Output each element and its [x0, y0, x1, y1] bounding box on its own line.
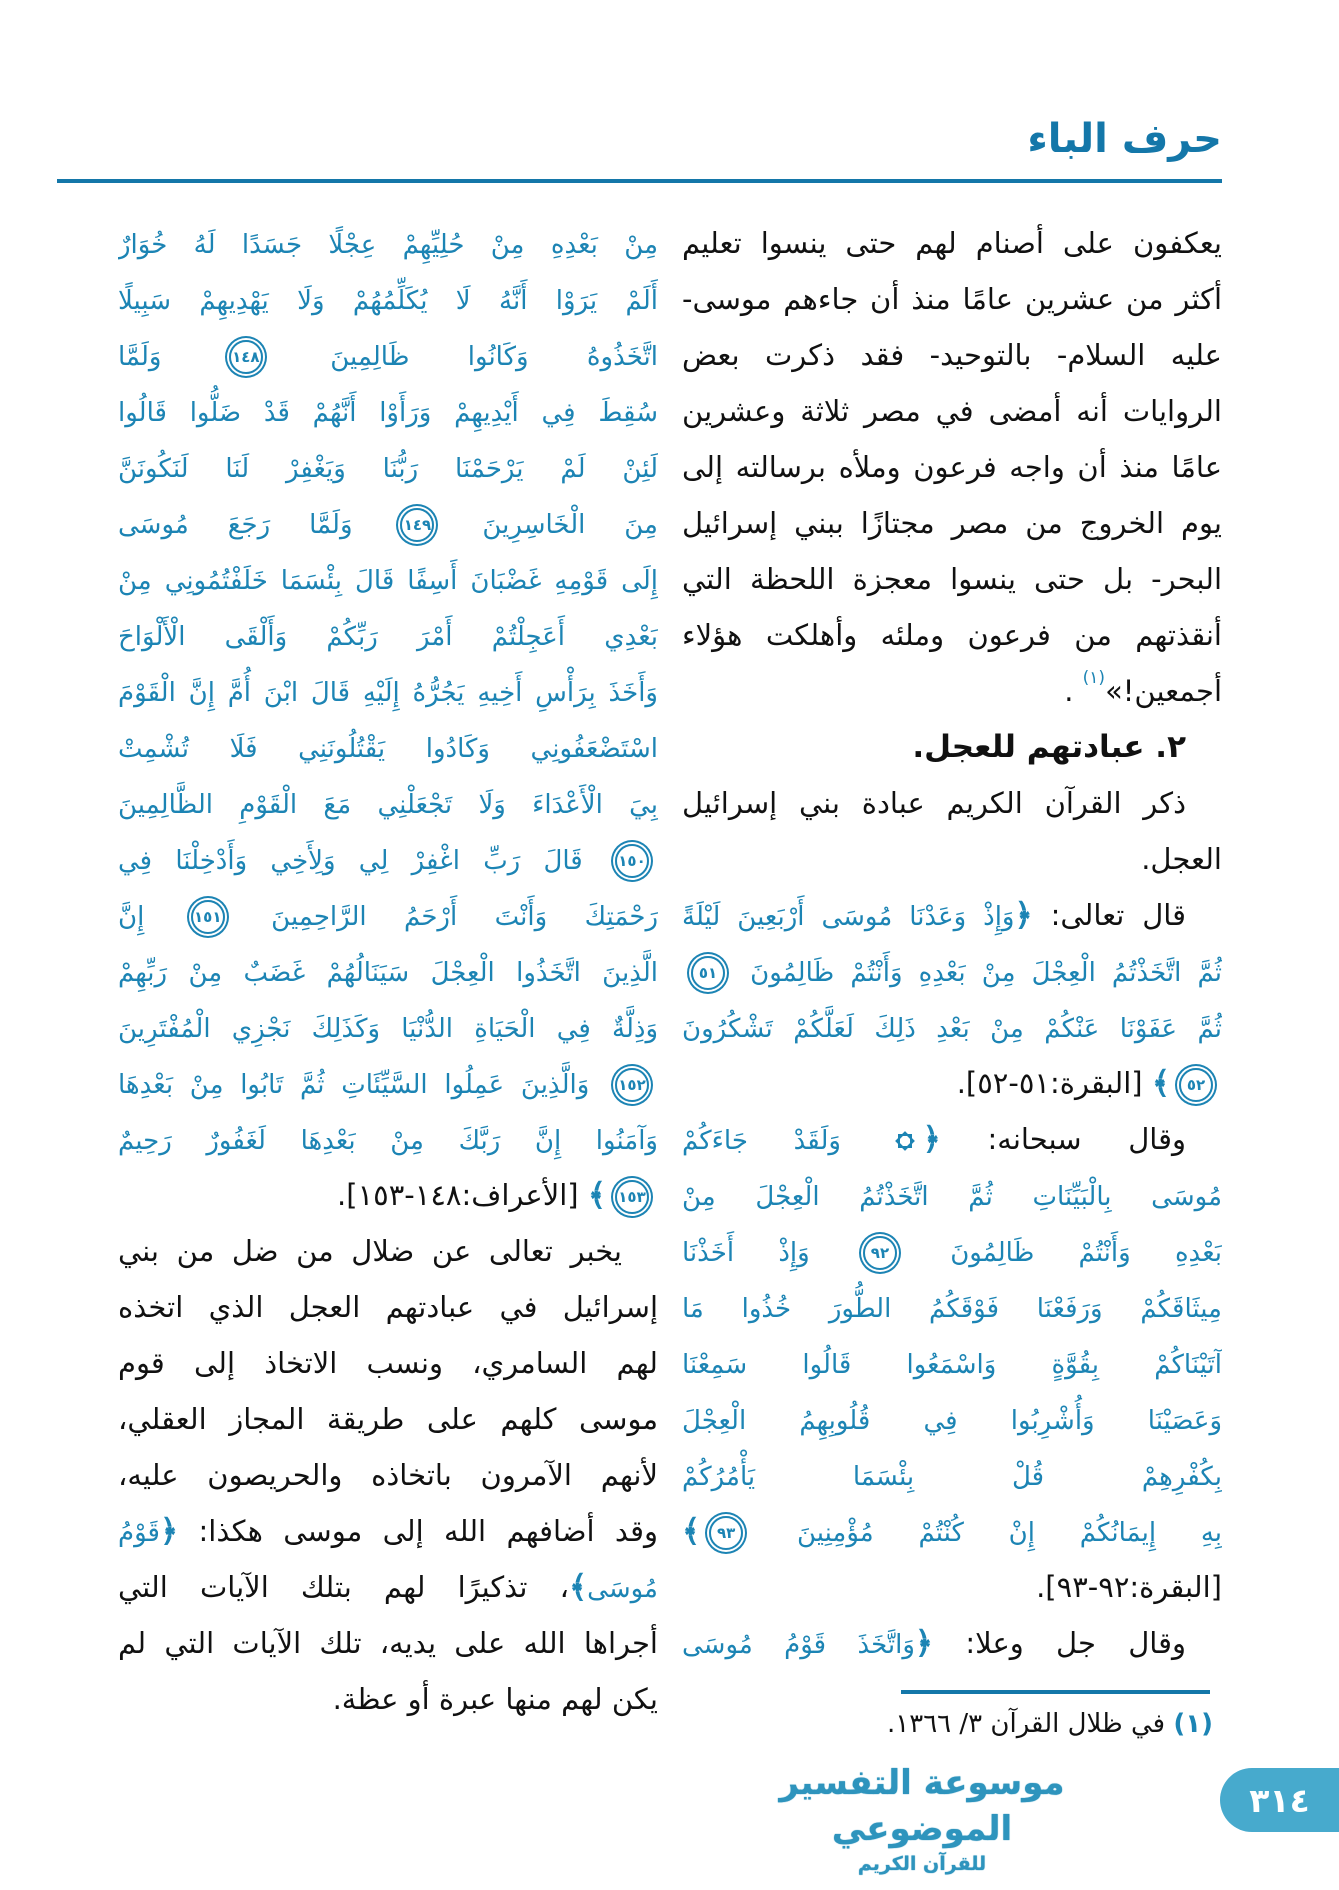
- quran-text: وَاتَّخَذَ قَوْمُ مُوسَى: [682, 1630, 915, 1660]
- quran-text: بِكُفْرِهِمْ قُلْ بِئْسَمَا يَأْمُرُكُمْ: [682, 1462, 1222, 1492]
- text-line: [682, 1223, 1222, 1279]
- text-line: [682, 327, 1222, 383]
- quran-text: الَّذِينَ اتَّخَذُوا الْعِجْلَ سَيَنَالُهُمْ غَضَبٌ مِنْ رَبِّهِمْ: [118, 958, 658, 988]
- text-line: [118, 1671, 658, 1727]
- text-line: [118, 831, 658, 887]
- body-text: وقد أضافهم الله إلى موسى هكذا:: [178, 1514, 658, 1548]
- ayah-number-medallion: ١٤٨: [229, 340, 263, 374]
- text-line: [682, 1055, 1222, 1111]
- page-number-badge: [1220, 1768, 1339, 1832]
- text-line: [118, 383, 658, 439]
- quran-text: وَإِذْ وَعَدْنَا مُوسَى أَرْبَعِينَ لَيْلَةً: [682, 902, 1015, 932]
- text-line: [682, 607, 1222, 663]
- text-line: [118, 1335, 658, 1391]
- ayah-number-medallion: ١٥٣: [615, 1180, 649, 1214]
- quran-text: لَئِنْ لَمْ يَرْحَمْنَا رَبُّنَا وَيَغْفِرْ لَنَا لَنَكُونَنَّ: [118, 454, 658, 484]
- body-text: لهم السامري، ونسب الاتخاذ إلى قوم: [118, 1346, 658, 1380]
- quran-open-bracket-icon: ﴿: [159, 1513, 179, 1549]
- body-text: البحر- بل حتى ينسوا معجزة اللحظة التي: [682, 562, 1222, 596]
- text-line: [682, 943, 1222, 999]
- ayah-number-medallion: ١٥٢: [615, 1068, 649, 1102]
- text-line: [682, 215, 1222, 271]
- text-line: [118, 1111, 658, 1167]
- ayah-number-medallion: ٥٢: [1179, 1068, 1213, 1102]
- body-text: عامًا منذ أن واجه فرعون وملأه برسالته إلى: [682, 450, 1222, 484]
- logo-title: موسوعة التفسير الموضوعي: [779, 1763, 1065, 1849]
- ayah-number-medallion: ١٥٠: [615, 844, 649, 878]
- quran-text: بَعْدِي أَعَجِلْتُمْ أَمْرَ رَبِّكُمْ وَأَلْقَى الْأَلْوَاحَ: [118, 622, 658, 652]
- text-line: [682, 1391, 1222, 1447]
- quran-text: وَذِلَّةٌ فِي الْحَيَاةِ الدُّنْيَا وَكَذَلِكَ نَجْزِي الْمُفْتَرِينَ: [118, 1014, 658, 1044]
- quran-text: مِنْ بَعْدِهِ مِنْ حُلِيِّهِمْ عِجْلًا جَسَدًا لَهُ خُوَارٌ: [118, 230, 658, 260]
- body-text: يعكفون على أصنام لهم حتى ينسوا تعليم: [682, 226, 1222, 260]
- body-text: [البقرة:٥١-٥٢].: [956, 1066, 1152, 1100]
- text-line: [118, 1559, 658, 1615]
- text-line: [682, 1503, 1222, 1559]
- quran-text: مِنَ الْخَاسِرِينَ: [443, 510, 658, 540]
- footnote: [653, 1700, 1213, 1748]
- text-line: [682, 1615, 1222, 1671]
- body-text: [البقرة:٩٢-٩٣].: [1036, 1570, 1222, 1604]
- body-text: عليه السلام- بالتوحيد- فقد ذكرت بعض: [682, 338, 1222, 372]
- text-line: [118, 775, 658, 831]
- text-line: [682, 831, 1222, 887]
- text-line: [118, 215, 658, 271]
- text-line: [118, 271, 658, 327]
- quran-text: وَإِذْ أَخَذْنَا: [682, 1238, 854, 1268]
- text-line: [118, 943, 658, 999]
- header-rule: [57, 179, 1222, 183]
- text-line: [118, 1503, 658, 1559]
- quran-text: قَوْمُ: [118, 1518, 160, 1548]
- ayah-number-medallion: ٥١: [691, 956, 725, 990]
- body-text: أجراها الله على يديه، تلك الآيات التي لم: [118, 1626, 658, 1660]
- quran-text: رَحْمَتِكَ وَأَنْتَ أَرْحَمُ الرَّاحِمِينَ: [233, 902, 658, 932]
- text-line: [118, 327, 658, 383]
- quran-open-bracket-icon: ﴿: [914, 1625, 934, 1661]
- text-columns: [118, 215, 1222, 1727]
- body-text: أنقذتهم من فرعون وملئه وأهلكت هؤلاء: [682, 618, 1222, 652]
- quran-text: سُقِطَ فِي أَيْدِيهِمْ وَرَأَوْا أَنَّهُمْ قَدْ ضَلُّوا قَالُوا: [118, 398, 658, 428]
- body-text: يخبر تعالى عن ضلال من ضل من بني: [118, 1234, 622, 1268]
- quran-text: ثُمَّ عَفَوْنَا عَنْكُمْ مِنْ بَعْدِ ذَلِكَ لَعَلَّكُمْ تَشْكُرُونَ: [682, 1014, 1222, 1044]
- text-line: [682, 1111, 1222, 1167]
- text-line: [118, 663, 658, 719]
- publisher-logo: [742, 1760, 1102, 1876]
- text-line: [118, 719, 658, 775]
- quran-text: وَأَخَذَ بِرَأْسِ أَخِيهِ يَجُرُّهُ إِلَيْهِ قَالَ ابْنَ أُمَّ إِنَّ الْقَوْمَ: [118, 678, 658, 708]
- text-line: [118, 1391, 658, 1447]
- right-column: [682, 215, 1222, 1727]
- quran-text: ثُمَّ اتَّخَذْتُمُ الْعِجْلَ مِنْ بَعْدِهِ وَأَنْتُمْ ظَالِمُونَ: [734, 958, 1222, 988]
- text-line: [682, 663, 1222, 719]
- page-number: ٣١٤: [1249, 1780, 1310, 1820]
- quran-open-bracket-icon: ﴿: [1014, 897, 1033, 933]
- ayah-number-medallion: ٩٣: [709, 1516, 743, 1550]
- text-line: [682, 383, 1222, 439]
- quran-text: مُوسَى: [587, 1574, 658, 1604]
- quran-text: أَلَمْ يَرَوْا أَنَّهُ لَا يُكَلِّمُهُمْ وَلَا يَهْدِيهِمْ سَبِيلًا: [118, 286, 658, 316]
- quran-open-bracket-icon: ﴿: [922, 1121, 941, 1157]
- quran-text: وَعَصَيْنَا وَأُشْرِبُوا فِي قُلُوبِهِمُ الْعِجْلَ: [682, 1406, 1222, 1436]
- text-line: [682, 887, 1222, 943]
- quran-text: وَلَمَّا: [118, 342, 220, 372]
- quran-close-bracket-icon: ﴾: [682, 1513, 701, 1549]
- body-text: قال تعالى:: [1032, 898, 1186, 932]
- body-text: .: [1064, 674, 1083, 708]
- text-line: [682, 1279, 1222, 1335]
- text-line: [682, 775, 1222, 831]
- footnote-ref: (١): [1082, 668, 1106, 688]
- text-line: [118, 495, 658, 551]
- body-text: موسى كلهم على طريقة المجاز العقلي،: [118, 1402, 658, 1436]
- ayah-number-medallion: ١٥١: [191, 900, 225, 934]
- quran-text: قَالَ رَبِّ اغْفِرْ لِي وَلِأَخِي وَأَدْخِلْنَا فِي: [118, 846, 606, 876]
- quran-text: إِلَى قَوْمِهِ غَضْبَانَ أَسِفًا قَالَ بِئْسَمَا خَلَفْتُمُونِي مِنْ: [118, 566, 658, 596]
- text-line: [682, 1447, 1222, 1503]
- quran-close-bracket-icon: ﴾: [1151, 1065, 1170, 1101]
- text-line: [118, 1615, 658, 1671]
- footnote-text: في ظلال القرآن ٣/ ١٣٦٦.: [887, 1709, 1174, 1739]
- body-text: لأنهم الآمرون باتخاذه والحريصون عليه،: [118, 1458, 658, 1492]
- text-line: [118, 1055, 658, 1111]
- body-text: العجل.: [1141, 842, 1222, 876]
- text-line: [682, 551, 1222, 607]
- rub-el-hizb-icon: [896, 1132, 914, 1150]
- quran-text: بَعْدِهِ وَأَنْتُمْ ظَالِمُونَ: [905, 1238, 1222, 1268]
- body-text: يكن لهم منها عبرة أو عظة.: [332, 1682, 658, 1716]
- text-line: [682, 1559, 1222, 1615]
- body-text: أكثر من عشرين عامًا منذ أن جاءهم موسى-: [682, 282, 1222, 316]
- quran-text: اسْتَضْعَفُونِي وَكَادُوا يَقْتُلُونَنِي فَلَا تُشْمِتْ: [118, 734, 658, 764]
- text-line: [682, 1167, 1222, 1223]
- quran-close-bracket-icon: ﴾: [569, 1569, 588, 1605]
- text-line: [118, 999, 658, 1055]
- text-line: [682, 271, 1222, 327]
- text-line: [682, 999, 1222, 1055]
- quran-text: وَالَّذِينَ عَمِلُوا السَّيِّئَاتِ ثُمَّ تَابُوا مِنْ بَعْدِهَا: [118, 1070, 606, 1100]
- section-heading: [682, 719, 1222, 775]
- quran-text: بِهِ إِيمَانُكُمْ إِنْ كُنْتُمْ مُؤْمِنِينَ: [752, 1518, 1222, 1548]
- body-text: ، تذكيرًا لهم بتلك الآيات التي: [118, 1570, 569, 1604]
- quran-text: وَلَمَّا رَجَعَ مُوسَى: [118, 510, 392, 540]
- body-text: [الأعراف:١٤٨-١٥٣].: [337, 1178, 588, 1212]
- body-text: وقال سبحانه:: [940, 1122, 1186, 1156]
- text-line: [118, 551, 658, 607]
- text-line: [118, 1167, 658, 1223]
- quran-text: وَآمَنُوا إِنَّ رَبَّكَ مِنْ بَعْدِهَا لَغَفُورٌ رَحِيمٌ: [118, 1126, 658, 1156]
- logo-subtitle: للقرآن الكريم: [857, 1853, 987, 1875]
- text-line: [118, 887, 658, 943]
- quran-text: مُوسَى بِالْبَيِّنَاتِ ثُمَّ اتَّخَذْتُمُ الْعِجْلَ مِنْ: [682, 1182, 1222, 1212]
- text-line: [118, 439, 658, 495]
- body-text: وقال جل وعلا:: [933, 1626, 1187, 1660]
- text-line: [118, 1447, 658, 1503]
- text-line: [118, 1223, 658, 1279]
- body-text: ٢. عبادتهم للعجل.: [912, 729, 1186, 765]
- quran-text: إِنَّ: [118, 902, 182, 932]
- page-title: حرف الباء: [1027, 116, 1222, 162]
- quran-close-bracket-icon: ﴾: [587, 1177, 606, 1213]
- ayah-number-medallion: ٩٢: [863, 1236, 897, 1270]
- quran-text: بِيَ الْأَعْدَاءَ وَلَا تَجْعَلْنِي مَعَ الْقَوْمِ الظَّالِمِينَ: [118, 790, 658, 820]
- footnote-marker: (١): [1173, 1709, 1213, 1739]
- text-line: [682, 1335, 1222, 1391]
- body-text: الروايات أنه أمضى في مصر ثلاثة وعشرين: [682, 394, 1222, 428]
- ayah-number-medallion: ١٤٩: [400, 508, 434, 542]
- quran-text: مِيثَاقَكُمْ وَرَفَعْنَا فَوْقَكُمُ الطُّورَ خُذُوا مَا: [682, 1294, 1222, 1324]
- footnote-rule: [901, 1690, 1210, 1694]
- body-text: أجمعين!»: [1105, 674, 1222, 708]
- body-text: ذكر القرآن الكريم عبادة بني إسرائيل: [682, 786, 1186, 820]
- text-line: [682, 439, 1222, 495]
- quran-text: اتَّخَذُوهُ وَكَانُوا ظَالِمِينَ: [271, 342, 658, 372]
- text-line: [118, 1279, 658, 1335]
- text-line: [118, 607, 658, 663]
- body-text: إسرائيل في عبادتهم العجل الذي اتخذه: [118, 1290, 658, 1324]
- quran-text: وَلَقَدْ جَاءَكُمْ: [682, 1126, 887, 1156]
- text-line: [682, 495, 1222, 551]
- left-column: [118, 215, 658, 1727]
- quran-text: آتَيْنَاكُمْ بِقُوَّةٍ وَاسْمَعُوا قَالُوا سَمِعْنَا: [682, 1350, 1222, 1380]
- body-text: يوم الخروج من مصر مجتازًا ببني إسرائيل: [682, 506, 1222, 540]
